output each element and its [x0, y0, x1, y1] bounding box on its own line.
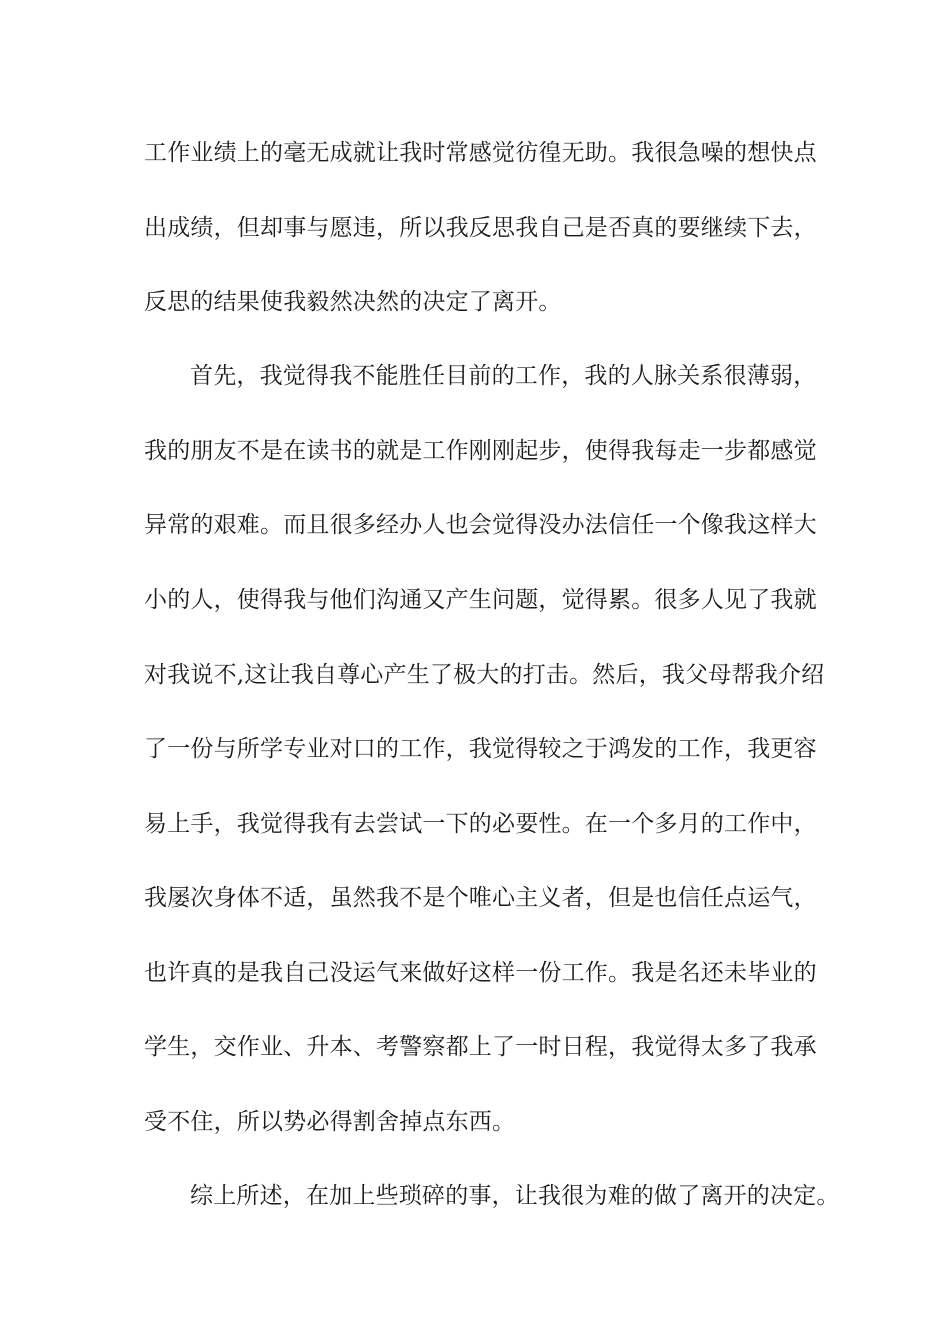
text-line-1: 工作业绩上的毫无成就让我时常感觉彷徨无助。我很急噪的想快点	[144, 140, 817, 166]
text-line-2: 出成绩，但却事与愿违，所以我反思我自己是否真的要继续下去，	[144, 215, 817, 241]
text-line-14: 受不住，所以势必得割舍掉点东西。	[144, 1109, 516, 1135]
text-line-5: 我的朋友不是在读书的就是工作刚刚起步，使得我每走一步都感觉	[144, 438, 817, 464]
text-line-8: 对我说不,这让我自尊心产生了极大的打击。然后，我父母帮我介绍	[144, 662, 825, 688]
text-line-13: 学生，交作业、升本、考警察都上了一时日程，我觉得太多了我承	[144, 1034, 817, 1060]
text-line-4: 首先，我觉得我不能胜任目前的工作，我的人脉关系很薄弱，	[190, 363, 817, 389]
text-line-6: 异常的艰难。而且很多经办人也会觉得没办法信任一个像我这样大	[144, 512, 817, 538]
text-line-12: 也许真的是我自己没运气来做好这样一份工作。我是名还未毕业的	[144, 960, 817, 986]
text-line-7: 小的人，使得我与他们沟通又产生问题，觉得累。很多人见了我就	[144, 587, 817, 613]
text-line-11: 我屡次身体不适，虽然我不是个唯心主义者，但是也信任点运气，	[144, 885, 817, 911]
text-line-15: 综上所述，在加上些琐碎的事，让我很为难的做了离开的决定。	[190, 1183, 840, 1209]
text-line-9: 了一份与所学专业对口的工作，我觉得较之于鸿发的工作，我更容	[144, 736, 817, 762]
text-line-3: 反思的结果使我毅然决然的决定了离开。	[144, 289, 562, 315]
text-line-10: 易上手，我觉得我有去尝试一下的必要性。在一个多月的工作中，	[144, 811, 817, 837]
